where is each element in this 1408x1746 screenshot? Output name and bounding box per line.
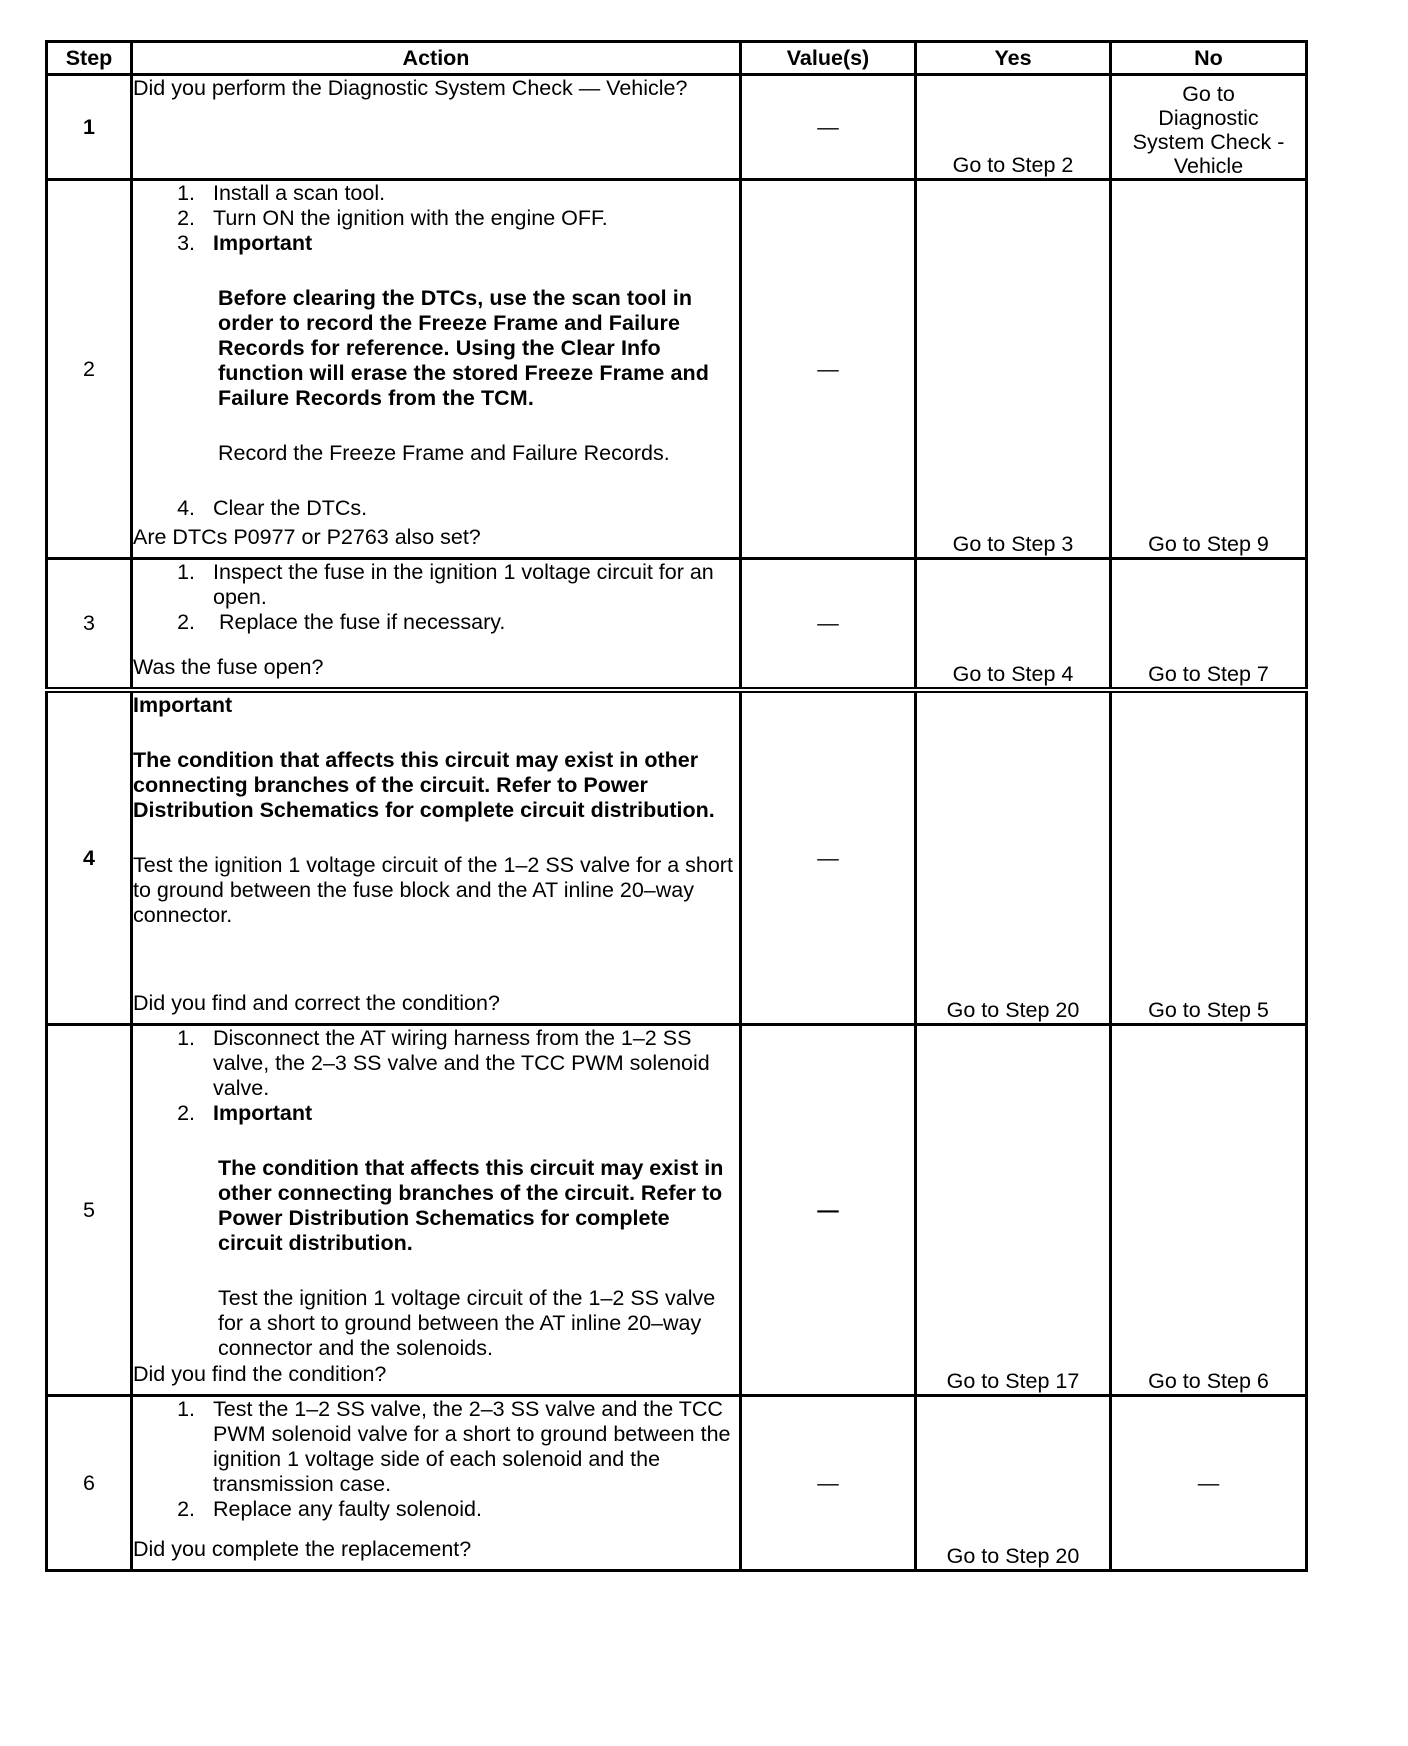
important-text: The condition that affects this circuit may exist in other connecting branches of the circuit. Refer to Power Distribution Schematics for complete circuit distribution. [133, 748, 715, 822]
no-cell: Go to Diagnostic System Check - Vehicle [1111, 75, 1307, 180]
important-text: Before clearing the DTCs, use the scan tool in order to record the Freeze Frame and Failure Records for reference. Using the Clear Info function will erase the stored Freeze Frame and Failure Records from the TCM. [218, 286, 709, 410]
header-action: Action [132, 42, 741, 75]
question-text: Was the fuse open? [133, 655, 324, 679]
table-row [47, 1396, 1307, 1571]
step-number: 2 [47, 180, 132, 559]
header-step: Step [47, 42, 132, 75]
header-yes: Yes [916, 42, 1111, 75]
yes-cell: Go to Step 20 [916, 1396, 1111, 1571]
list-item: 1. Disconnect the AT wiring harness from the 1–2 SS valve, the 2–3 SS valve and the TCC PWM solenoid valve. [177, 1026, 710, 1100]
table-row [47, 75, 1307, 180]
list-item: 4. Clear the DTCs. [177, 496, 368, 520]
important-label: Important [133, 693, 233, 717]
action-cell [132, 1025, 741, 1396]
table-row [47, 180, 1307, 559]
table-row [47, 1025, 1307, 1396]
header-no: No [1111, 42, 1307, 75]
value-cell: — [741, 690, 916, 1025]
list-item: 2. Turn ON the ignition with the engine OFF. [177, 206, 608, 230]
list-item: 2. Replace the fuse if necessary. [177, 610, 506, 634]
list-item: 1. Install a scan tool. [177, 181, 386, 205]
question-text: Did you perform the Diagnostic System Check — Vehicle? [133, 76, 688, 100]
value-cell: — [741, 1025, 916, 1396]
no-cell: Go to Step 5 [1111, 690, 1307, 1025]
value-cell: — [741, 180, 916, 559]
no-cell: — [1111, 1396, 1307, 1571]
list-item: 3. Important [177, 231, 313, 255]
table-row [47, 690, 1307, 1025]
question-text: Did you find the condition? [133, 1362, 387, 1386]
no-cell: Go to Step 6 [1111, 1025, 1307, 1396]
step-number: 3 [47, 559, 132, 691]
yes-cell: Go to Step 20 [916, 690, 1111, 1025]
action-cell [132, 690, 741, 1025]
list-item: 2. Important [177, 1101, 313, 1125]
no-cell: Go to Step 7 [1111, 559, 1307, 691]
yes-cell: Go to Step 17 [916, 1025, 1111, 1396]
important-text: The condition that affects this circuit may exist in other connecting branches of the circuit. Refer to Power Distribution Schematics for complete circuit distribution. [218, 1156, 724, 1255]
no-cell: Go to Step 9 [1111, 180, 1307, 559]
step-number: 1 [47, 75, 132, 180]
question-text: Did you complete the replacement? [133, 1537, 472, 1561]
action-cell [132, 75, 741, 180]
header-row [47, 42, 1307, 75]
question-text: Are DTCs P0977 or P2763 also set? [133, 525, 481, 549]
note-text: Record the Freeze Frame and Failure Records. [218, 441, 670, 465]
list-item: 2. Replace any faulty solenoid. [177, 1497, 482, 1521]
value-cell: — [741, 1396, 916, 1571]
value-cell: — [741, 75, 916, 180]
question-text: Did you find and correct the condition? [133, 991, 500, 1015]
step-number: 6 [47, 1396, 132, 1571]
yes-cell: Go to Step 3 [916, 180, 1111, 559]
action-cell [132, 1396, 741, 1571]
step-number: 5 [47, 1025, 132, 1396]
diagnostic-table [45, 40, 1308, 1572]
value-cell: — [741, 559, 916, 691]
yes-cell: Go to Step 2 [916, 75, 1111, 180]
list-item: 1. Test the 1–2 SS valve, the 2–3 SS valve and the TCC PWM solenoid valve for a short to ground between the ignition 1 voltage side of each solenoid and the transmission case. [177, 1397, 731, 1496]
header-values: Value(s) [741, 42, 916, 75]
test-text: Test the ignition 1 voltage circuit of the 1–2 SS valve for a short to ground between the AT inline 20–way connector and the solenoids. [218, 1286, 716, 1360]
action-cell [132, 180, 741, 559]
test-text: Test the ignition 1 voltage circuit of the 1–2 SS valve for a short to ground between the fuse block and the AT inline 20–way connector. [133, 853, 733, 927]
step-number: 4 [47, 690, 132, 1025]
list-item: 1. Inspect the fuse in the ignition 1 voltage circuit for an open. [177, 560, 714, 609]
yes-cell: Go to Step 4 [916, 559, 1111, 691]
table-row [47, 559, 1307, 691]
action-cell [132, 559, 741, 691]
